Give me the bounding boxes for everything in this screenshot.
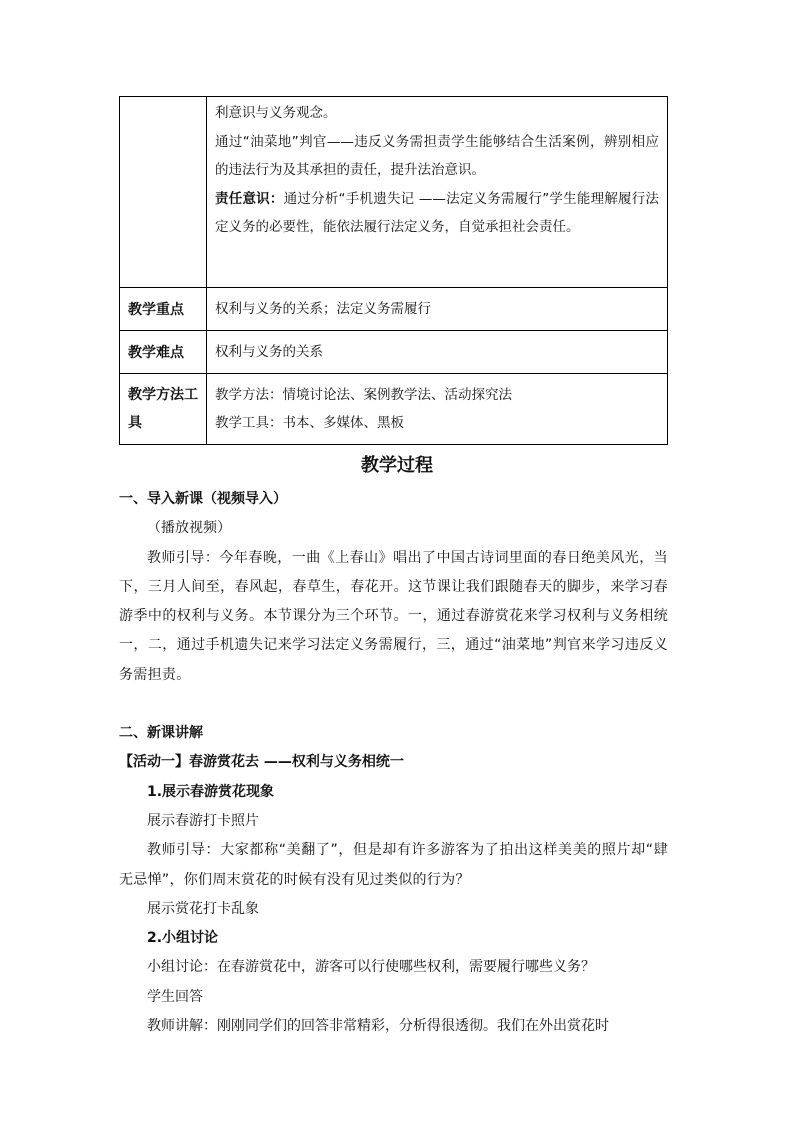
tools-line: 教学工具：书本、多媒体、黑板 [215, 415, 404, 431]
subheading: 1.展示春游赏花现象 [147, 783, 275, 800]
lesson-plan-table [119, 96, 668, 445]
goal-line: 利意识与义务观念。 [215, 105, 337, 121]
play-video-note: （播放视频） [147, 520, 231, 537]
responsibility-text: 通过分析“手机遗失记 ——法定义务需履行”学生能理解履行法定义务的必要性，能依法履行法定义务，自觉承担社会责任。 [215, 190, 660, 236]
method-label: 教学方法工具 [120, 374, 207, 445]
body-line: 展示春游打卡照片 [147, 812, 259, 829]
table-row [120, 288, 668, 331]
responsibility-label: 责任意识： [215, 190, 284, 207]
explain-line: 教师讲解：刚刚同学们的回答非常精彩，分析得很透彻。我们在外出赏花时 [147, 1018, 609, 1035]
table-row [120, 97, 668, 288]
body-line: 学生回答 [147, 988, 203, 1005]
section-heading: 一、导入新课（视频导入） [119, 491, 287, 507]
process-body [119, 485, 668, 1041]
activity-title: 【活动一】春游赏花去 ——权利与义务相统一 [119, 754, 404, 771]
guide-paragraph: 教师引导：大家都称“美翻了”，但是却有许多游客为了拍出这样美美的照片却“肆无忌惮”，你们周末赏花的时候有没有见过类似的行为？ [119, 842, 668, 888]
table-cell-empty [120, 97, 207, 288]
difficulty-label: 教学难点 [120, 331, 207, 374]
literacy-goals-cell [207, 97, 668, 288]
section-heading: 二、新课讲解 [119, 725, 203, 742]
subheading: 2.小组讨论 [147, 930, 219, 947]
method-line: 教学方法：情境讨论法、案例教学法、活动探究法 [215, 387, 512, 403]
body-line: 展示赏花打卡乱象 [147, 900, 259, 917]
body-line: 小组讨论：在春游赏花中，游客可以行使哪些权利，需要履行哪些义务？ [147, 959, 595, 976]
difficulty-text: 权利与义务的关系 [207, 331, 668, 374]
key-point-label: 教学重点 [120, 288, 207, 331]
table-row [120, 374, 668, 445]
spacer [119, 690, 668, 719]
process-title: 教学过程 [361, 455, 433, 476]
table-row [120, 331, 668, 374]
responsibility-paragraph [215, 185, 659, 242]
key-point-text: 权利与义务的关系；法定义务需履行 [207, 288, 668, 331]
intro-paragraph: 教师引导：今年春晚，一曲《上春山》唱出了中国古诗词里面的春日绝美风光，当下，三月人间至，春风起，春草生，春花开。这节课让我们跟随春天的脚步，来学习春游季中的权利与义务。本节课分为三个环节。一，通过春游赏花来学习权利与义务相统一，二，通过手机遗失记来学习法定义务需履行，三，通过“油菜地”判官来学习违反义务需担责。 [119, 549, 668, 683]
law-awareness-text: 通过“油菜地”判官——违反义务需担责学生能够结合生活案例，辨别相应的违法行为及其承担的责任，提升法治意识。 [215, 133, 659, 179]
method-cell [207, 374, 668, 445]
